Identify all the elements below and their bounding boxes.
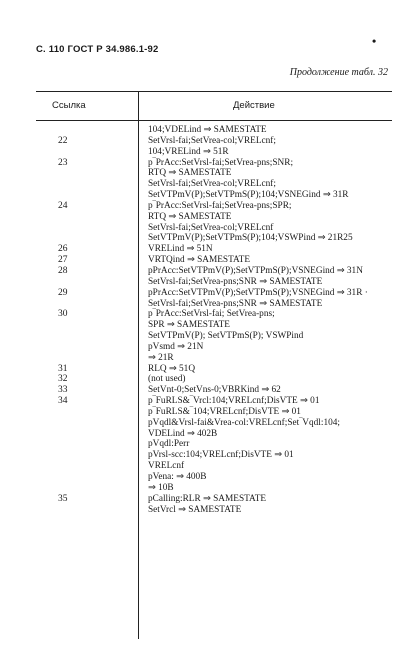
table-row [0,125,416,136]
table-row [0,299,416,310]
table-row [0,364,416,375]
row-action-text: RTQ ⇒ SAMESTATE [148,211,232,222]
table-row [0,374,416,385]
row-action-text: p‾PrAcc:SetVrsl-fai; SetVrea-pns; [148,309,275,320]
row-action-text: pPrAcc:SetVTPmV(P);SetVTPmS(P);VSNEGind ⇒ 31R · [148,287,368,298]
row-action-text: SetVrsl-fai;SetVrea-col;VRELcnf; [148,179,276,190]
table-row [0,407,416,418]
row-reference-number: 29 [58,287,68,298]
row-action-text: (not used) [148,374,186,385]
table-row [0,233,416,244]
table-row [0,483,416,494]
table-row [0,331,416,342]
margin-marker: • [372,34,377,48]
row-action-text: pCalling:RLR ⇒ SAMESTATE [148,493,267,504]
row-action-text: ⇒ 21R [148,352,174,363]
row-action-text: ⇒ 10B [148,482,174,493]
table-row [0,277,416,288]
table-row [0,472,416,483]
table-row [0,266,416,277]
row-action-text: SetVrcl ⇒ SAMESTATE [148,504,242,515]
row-action-text: 104;VRELind ⇒ 51R [148,146,229,157]
row-reference-number: 24 [58,200,68,211]
table-row [0,418,416,429]
row-action-text: pVrsl-scc:104;VRELcnf;DisVTE ⇒ 01 [148,450,294,461]
row-action-text: pVqdl&Vrsl-fai&Vrea-col:VRELcnf;Set‾Vqdl:104; [148,417,341,428]
row-action-text: RLQ ⇒ 51Q [148,363,196,374]
column-header-reference: Ссылка [52,100,86,111]
row-reference-number: 32 [58,374,68,385]
row-action-text: SPR ⇒ SAMESTATE [148,320,230,331]
table-row [0,136,416,147]
row-action-text: pVqdl:Perr [148,439,190,450]
row-reference-number: 35 [58,493,68,504]
row-action-text: SetVTPmV(P);SetVTPmS(P);104;VSWPind ⇒ 21R25 [148,233,353,244]
row-action-text: RTQ ⇒ SAMESTATE [148,168,232,179]
table-row [0,168,416,179]
row-action-text: SetVTPmV(P); SetVTPmS(P); VSWPind [148,331,304,342]
row-action-text: pVsmd ⇒ 21N [148,341,204,352]
table-row [0,385,416,396]
table-row [0,309,416,320]
table-row [0,429,416,440]
table-row [0,201,416,212]
table-body [0,125,416,515]
column-header-action: Действие [233,100,275,111]
row-action-text: VRTQind ⇒ SAMESTATE [148,255,251,266]
row-action-text: p‾FuRLS&‾Vrcl:104;VRELcnf;DisVTE ⇒ 01 [148,396,320,407]
row-action-text: pPrAcc:SetVTPmV(P);SetVTPmS(P);VSNEGind ⇒ 31N [148,265,363,276]
table-row [0,223,416,234]
row-action-text: SetVrsl-fai;SetVrea-pns;SNR ⇒ SAMESTATE [148,298,323,309]
table-row [0,158,416,169]
row-action-text: VDELind ⇒ 402B [148,428,218,439]
table-row [0,255,416,266]
table-row [0,494,416,505]
row-action-text: p‾FuRLS&‾104;VRELcnf;DisVTE ⇒ 01 [148,406,301,417]
table-row [0,353,416,364]
row-action-text: pVena: ⇒ 400B [148,472,207,482]
row-reference-number: 27 [58,255,68,266]
table-row [0,190,416,201]
row-action-text: p‾PrAcc:SetVrsl-fai;SetVrea-pns;SNR; [148,157,294,168]
table-row [0,212,416,223]
row-action-text: SetVnt-0;SetVns-0;VBRKind ⇒ 62 [148,385,281,396]
row-reference-number: 26 [58,244,68,255]
row-action-text: SetVrsl-fai;SetVrea-col;VRELcnf; [148,135,276,146]
table-row [0,439,416,450]
row-action-text: p‾PrAcc:SetVrsl-fai;SetVrea-pns;SPR; [148,200,292,211]
table-continuation-label: Продолжение табл. 32 [289,67,388,78]
row-action-text: SetVrsl-fai;SetVrea-col;VRELcnf [148,222,274,233]
row-reference-number: 34 [58,396,68,407]
page-title: С. 110 ГОСТ Р 34.986.1-92 [36,44,159,55]
row-reference-number: 22 [58,135,68,146]
row-action-text: VRELcnf [148,461,185,472]
table-row [0,288,416,299]
row-reference-number: 31 [58,363,68,374]
table-row [0,505,416,516]
row-action-text: SetVTPmV(P);SetVTPmS(P);104;VSNEGind ⇒ 31R [148,190,349,201]
table-row [0,396,416,407]
row-reference-number: 23 [58,157,68,168]
row-reference-number: 33 [58,385,68,396]
row-action-text: SetVrsl-fai;SetVrea-pns;SNR ⇒ SAMESTATE [148,276,323,287]
table-header-rule [36,120,392,121]
table-row [0,244,416,255]
table-row [0,461,416,472]
table-row [0,450,416,461]
table-row [0,342,416,353]
row-action-text: 104;VDELind ⇒ SAMESTATE [148,125,267,135]
row-action-text: VRELind ⇒ 51N [148,244,213,255]
row-reference-number: 30 [58,309,68,320]
row-reference-number: 28 [58,265,68,276]
table-row [0,147,416,158]
table-top-rule [36,91,392,92]
table-row [0,320,416,331]
table-row [0,179,416,190]
